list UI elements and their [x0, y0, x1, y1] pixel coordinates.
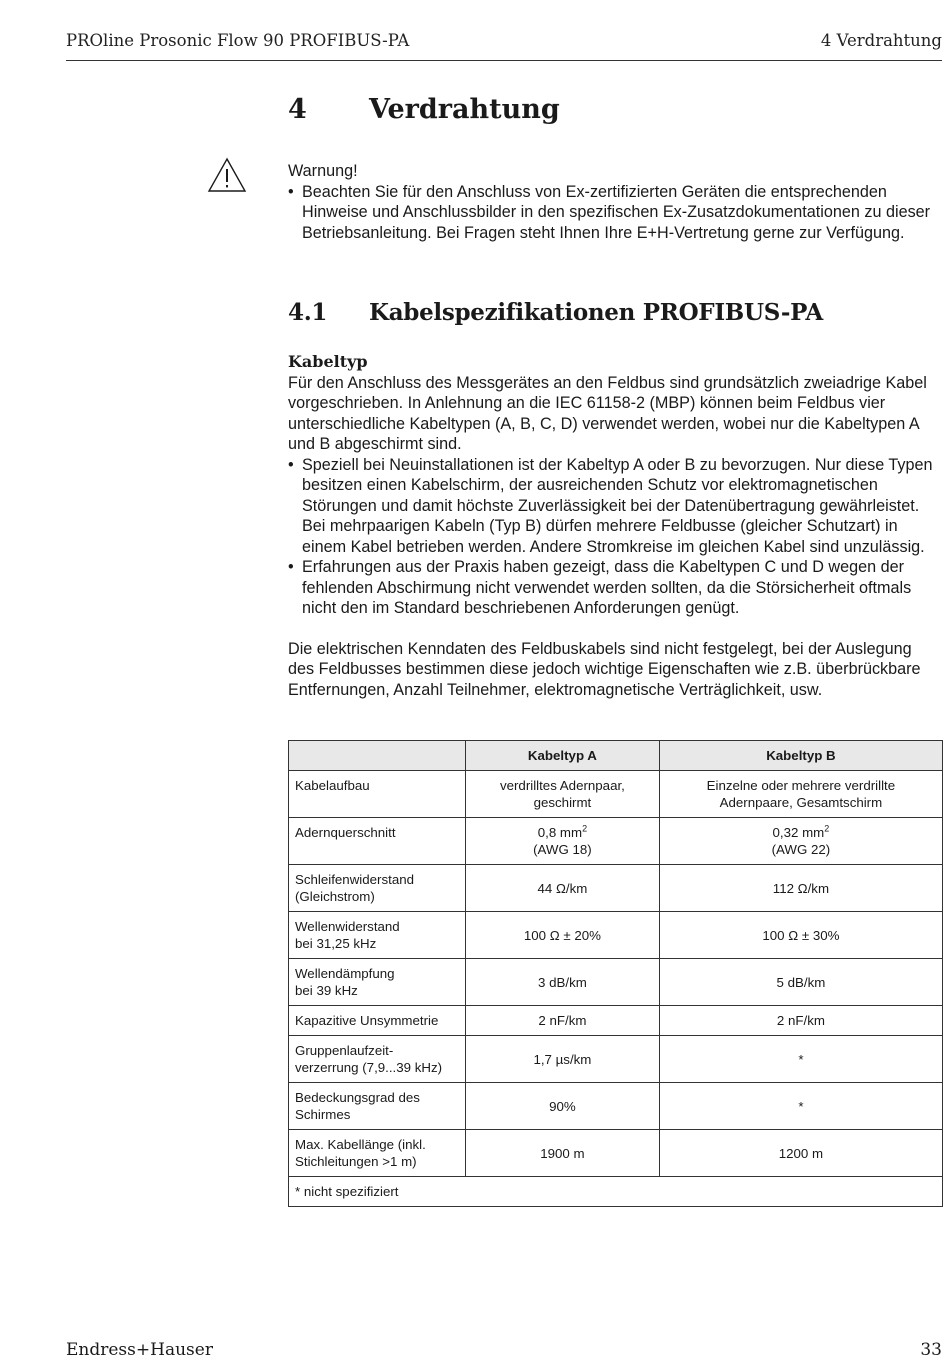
header-kabeltyp-a: Kabeltyp A	[466, 741, 660, 771]
row-label: Schleifenwiderstand (Gleichstrom)	[289, 865, 466, 912]
section-title: Kabelspezifikationen PROFIBUS-PA	[369, 299, 823, 326]
table-row	[289, 1083, 943, 1130]
warning-bullet: • Beachten Sie für den Anschluss von Ex-zertifizierten Geräten die entsprechenden Hinweise und Anschlussbilder in den spezifischen Ex-Zusatzdokumentationen zu dieser Betriebsanleitung. Bei Fragen steht Ihnen Ihre E+H-Vertretung gerne zur Verfügung.	[288, 182, 942, 244]
footer-brand: Endress+Hauser	[66, 1340, 213, 1360]
cell-kabeltyp-a: 3 dB/km	[466, 959, 660, 1006]
cell-kabeltyp-b: 1200 m	[659, 1130, 942, 1177]
table-row	[289, 771, 943, 818]
row-label: Max. Kabellänge (inkl. Stichleitungen >1 m)	[289, 1130, 466, 1177]
warning-title: Warnung!	[288, 162, 358, 180]
warning-triangle-icon	[207, 157, 247, 193]
table-row	[289, 959, 943, 1006]
row-label: Wellendämpfung bei 39 kHz	[289, 959, 466, 1006]
cell-kabeltyp-b: *	[659, 1083, 942, 1130]
page-number: 33	[920, 1340, 942, 1360]
cell-kabeltyp-b: Einzelne oder mehrere verdrillte Adernpaare, Gesamtschirm	[659, 771, 942, 818]
chapter-number: 4	[288, 94, 307, 125]
chapter-title: Verdrahtung	[369, 94, 560, 125]
cell-kabeltyp-a: 2 nF/km	[466, 1006, 660, 1036]
running-header-chapter: 4 Verdrahtung	[820, 31, 942, 50]
table-header-row	[289, 741, 943, 771]
table-row	[289, 912, 943, 959]
table-row	[289, 1006, 943, 1036]
header-kabeltyp-b: Kabeltyp B	[659, 741, 942, 771]
cell-kabeltyp-b: 0,32 $mm^2$ (AWG 22)	[659, 818, 942, 865]
row-label: Kapazitive Unsymmetrie	[289, 1006, 466, 1036]
row-label: Kabelaufbau	[289, 771, 466, 818]
row-label: Bedeckungsgrad des Schirmes	[289, 1083, 466, 1130]
cell-kabeltyp-b: *	[659, 1036, 942, 1083]
header-divider	[66, 60, 942, 61]
cell-kabeltyp-a: 100 Ω ± 20%	[466, 912, 660, 959]
section-number: 4.1	[288, 299, 328, 326]
cell-kabeltyp-a: 0,8 $mm^2$ (AWG 18)	[466, 818, 660, 865]
warning-list	[288, 182, 942, 244]
table-footnote: * nicht spezifiziert	[289, 1177, 943, 1207]
body-paragraph: Die elektrischen Kenndaten des Feldbuskabels sind nicht festgelegt, bei der Auslegung des Feldbusses bestimmen diese jedoch wichtige Eigenschaften wie z.B. überbrückbare Entfernungen, Anzahl Teilnehmer, elektromagnetische Verträglichkeit, usw.	[288, 639, 921, 699]
row-label: Gruppenlaufzeit- verzerrung (7,9...39 kHz)	[289, 1036, 466, 1083]
cell-kabeltyp-b: 112 Ω/km	[659, 865, 942, 912]
cell-kabeltyp-a: verdrilltes Adernpaar, geschirmt	[466, 771, 660, 818]
header-corner	[289, 741, 466, 771]
cell-kabeltyp-b: 5 dB/km	[659, 959, 942, 1006]
table-row	[289, 1130, 943, 1177]
running-header-title: PROline Prosonic Flow 90 PROFIBUS-PA	[66, 31, 410, 50]
kabeltyp-list	[288, 455, 942, 619]
table-row	[289, 865, 943, 912]
cell-kabeltyp-a: 1,7 µs/km	[466, 1036, 660, 1083]
row-label: Wellenwiderstand bei 31,25 kHz	[289, 912, 466, 959]
cell-kabeltyp-b: 100 Ω ± 30%	[659, 912, 942, 959]
intro-paragraph: Für den Anschluss des Messgerätes an den Feldbus sind grundsätzlich zweiadrige Kabel vorgeschrieben. In Anlehnung an die IEC 61158-2 (MBP) können beim Feldbus vier unterschiedliche Kabeltypen (A, B, C, D) verwendet werden, wobei nur die Kabeltypen A und B abgeschirmt sind.	[288, 373, 927, 453]
table-row	[289, 1036, 943, 1083]
table-row	[289, 818, 943, 865]
list-item: • Speziell bei Neuinstallationen ist der Kabeltyp A oder B zu bevorzugen. Nur diese Typen besitzen einen Kabelschirm, der ausreichenden Schutz vor elektromagnetischen Störungen und damit höchste Zuverlässigkeit bei der Datenübertragung gewährleistet. Bei mehrpaarigen Kabeln (Typ B) dürfen mehrere Feldbusse (gleicher Schutzart) in einem Kabel betrieben werden. Andere Stromkreise im gleichen Kabel sind unzulässig.	[288, 455, 942, 558]
cell-kabeltyp-a: 90%	[466, 1083, 660, 1130]
cell-kabeltyp-b: 2 nF/km	[659, 1006, 942, 1036]
warning-block	[288, 161, 942, 243]
list-item: • Erfahrungen aus der Praxis haben gezeigt, dass die Kabeltypen C und D wegen der fehlenden Abschirmung nicht verwendet werden sollten, da die Störsicherheit oftmals nicht den im Standard beschriebenen Anforderungen genügt.	[288, 557, 942, 619]
subsection-heading: Kabeltyp	[288, 352, 368, 371]
cell-kabeltyp-a: 44 Ω/km	[466, 865, 660, 912]
kabeltyp-block	[288, 352, 942, 700]
cable-spec-table	[288, 740, 943, 1207]
cell-kabeltyp-a: 1900 m	[466, 1130, 660, 1177]
row-label: Adernquerschnitt	[289, 818, 466, 865]
table-footnote-row	[289, 1177, 943, 1207]
